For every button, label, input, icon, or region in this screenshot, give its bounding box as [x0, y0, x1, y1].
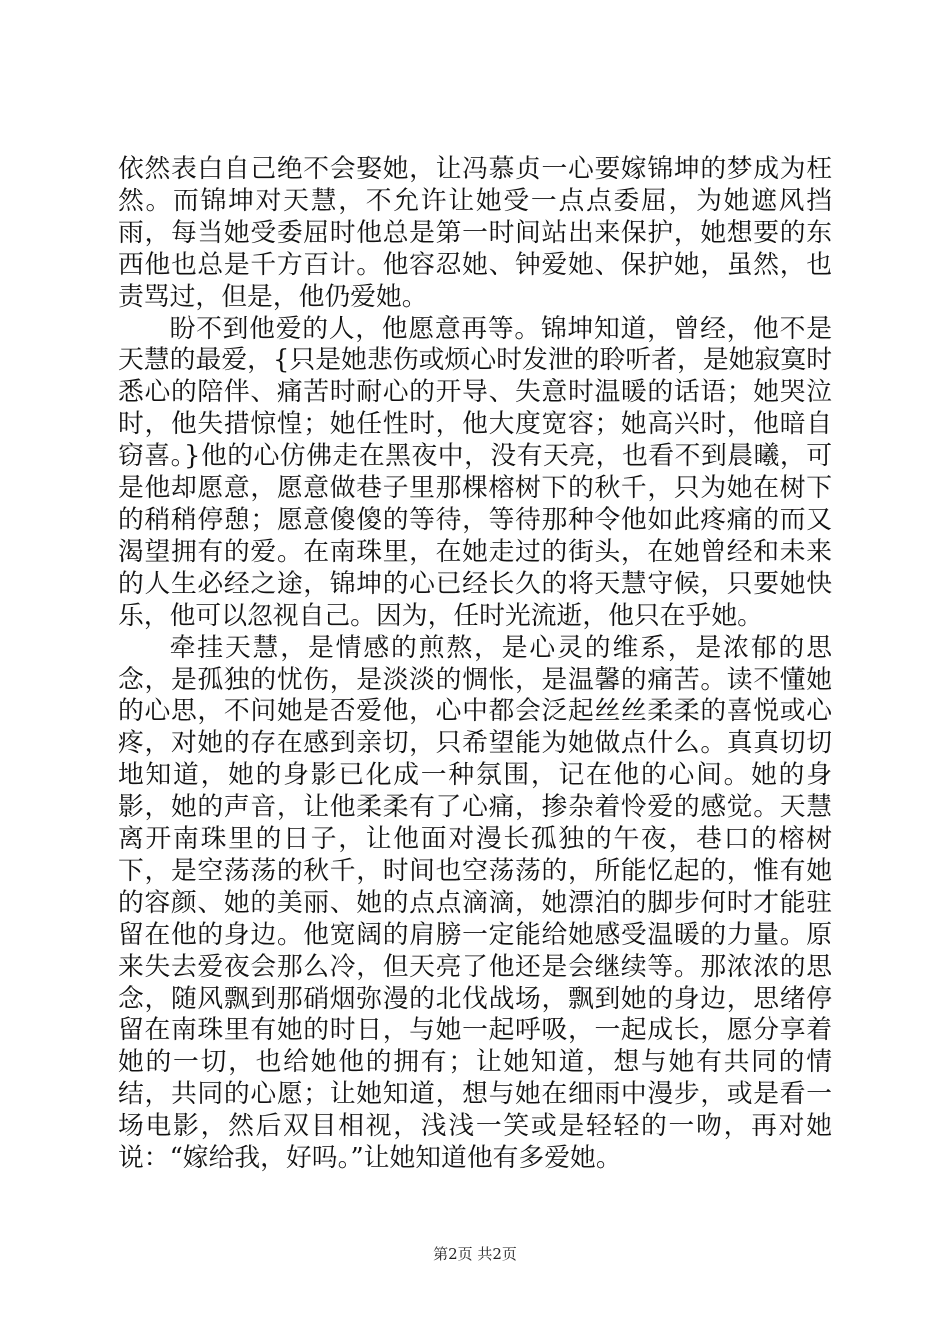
paragraph-2: 盼不到他爱的人，他愿意再等。锦坤知道，曾经，他不是天慧的最爱，{只是她悲伤或烦心时发泄的聆听者，是她寂寞时悉心的陪伴、痛苦时耐心的开导、失意时温暖的话语；她哭泣时，他失措惊惶；她任性时，他大度宽容；她高兴时，他暗自窃喜。}他的心仿佛走在黑夜中，没有天亮，也看不到晨曦，可是他却愿意，愿意做巷子里那棵榕树下的秋千，只为她在树下的稍稍停憩；愿意傻傻的等待，等待那种令他如此疼痛的而又渴望拥有的爱。在南珠里，在她走过的街头，在她曾经和未来的人生必经之途，锦坤的心已经长久的将天慧守候，只要她快乐，他可以忽视自己。因为，任时光流逝，他只在乎她。 [118, 313, 832, 631]
paragraph-3: 牵挂天慧，是情感的煎熬，是心灵的维系，是浓郁的思念，是孤独的忧伤，是淡淡的惆怅，是温馨的痛苦。读不懂她的心思，不问她是否爱他，心中都会泛起丝丝柔柔的喜悦或心疼，对她的存在感到亲切，只希望能为她做点什么。真真切切地知道，她的身影已化成一种氛围，记在他的心间。她的身影，她的声音，让他柔柔有了心痛，掺杂着怜爱的感觉。天慧离开南珠里的日子，让他面对漫长孤独的午夜，巷口的榕树下，是空荡荡的秋千，时间也空荡荡的，所能忆起的，惟有她的容颜、她的美丽、她的点点滴滴，她漂泊的脚步何时才能驻留在他的身边。他宽阔的肩膀一定能给她感受温暖的力量。原来失去爱夜会那么冷，但天亮了他还是会继续等。那浓浓的思念，随风飘到那硝烟弥漫的北伐战场，飘到她的身边，思绪停留在南珠里有她的时日，与她一起呼吸，一起成长，愿分享着她的一切，也给她他的拥有；让她知道，想与她有共同的情结，共同的心愿；让她知道，想与她在细雨中漫步，或是看一场电影，然后双目相视，浅浅一笑或是轻轻的一吻，再对她说：“嫁给我，好吗。”让她知道他有多爱她。 [118, 632, 832, 1174]
document-body [118, 154, 832, 1175]
paragraph-1: 依然表白自己绝不会娶她，让冯慕贞一心要嫁锦坤的梦成为枉然。而锦坤对天慧，不允许让她受一点点委屈，为她遮风挡雨，每当她受委屈时他总是第一时间站出来保护，她想要的东西他也总是千方百计。他容忍她、钟爱她、保护她，虽然，也责骂过，但是，他仍爱她。 [118, 154, 832, 312]
page-number-footer: 第2页 共2页 [433, 1245, 517, 1263]
